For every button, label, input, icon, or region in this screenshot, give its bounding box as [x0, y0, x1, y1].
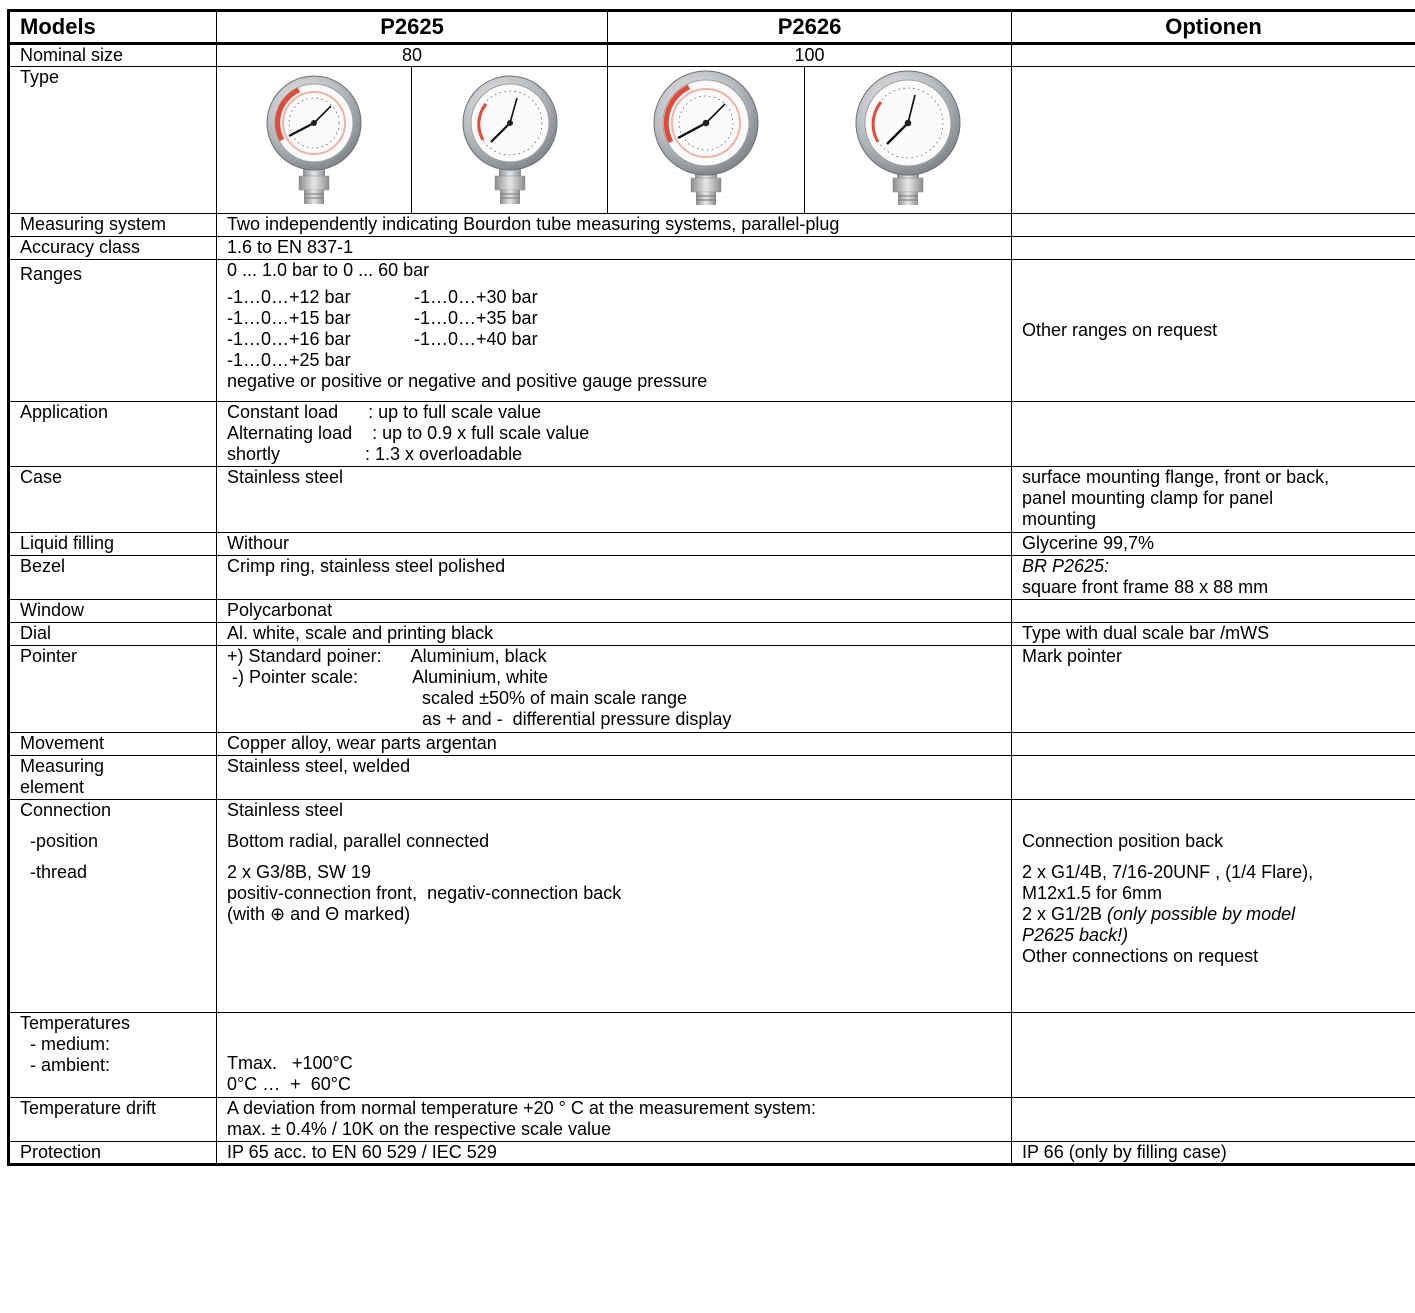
value-liquid: Withour [217, 533, 1012, 556]
gauge-photo-icon [848, 68, 968, 208]
row-connection [9, 800, 1415, 1013]
range-item: -1…0…+25 bar [227, 350, 351, 370]
temp-drift-line: max. ± 0.4% / 10K on the respective scale value [227, 1119, 612, 1139]
value-nominal-p2626: 100 [608, 44, 1012, 67]
pointer-line: as + and - differential pressure display [227, 709, 732, 729]
header-options: Optionen [1012, 11, 1415, 44]
row-nominal-size [9, 44, 1415, 67]
value-connection [217, 800, 1012, 1013]
gauge-photo-1 [217, 67, 412, 214]
option-bezel [1012, 556, 1415, 600]
range-item: -1…0…+35 bar [414, 308, 538, 328]
value-dial: Al. white, scale and printing black [217, 623, 1012, 646]
option-nominal-size [1012, 44, 1415, 67]
connection-thread-option: 2 x G1/4B, 7/16-20UNF , (1/4 Flare), [1022, 862, 1314, 882]
value-protection: IP 65 acc. to EN 60 529 / IEC 529 [217, 1142, 1012, 1165]
label-nominal-size: Nominal size [9, 44, 217, 67]
label-dial: Dial [9, 623, 217, 646]
ranges-note: negative or positive or negative and positive gauge pressure [227, 371, 708, 391]
connection-position-value: Bottom radial, parallel connected [227, 831, 490, 851]
temperatures-medium-label: - medium: [20, 1034, 111, 1054]
ranges-main: 0 ... 1.0 bar to 0 ... 60 bar [227, 260, 430, 280]
value-temp-drift [217, 1098, 1012, 1142]
label-accuracy: Accuracy class [9, 237, 217, 260]
value-movement: Copper alloy, wear parts argentan [217, 733, 1012, 756]
label-measuring-element [9, 756, 217, 800]
option-measuring-system [1012, 214, 1415, 237]
measuring-element-label-2: element [20, 777, 85, 797]
option-temp-drift [1012, 1098, 1415, 1142]
connection-thread-line: (with ⊕ and Θ marked) [227, 904, 411, 924]
connection-thread-option-a: 2 x G1/2B [1022, 904, 1108, 924]
option-ranges: Other ranges on request [1012, 260, 1415, 402]
value-temperatures [217, 1013, 1012, 1098]
header-p2626: P2626 [608, 11, 1012, 44]
range-item: -1…0…+16 bar [227, 329, 351, 349]
option-temperatures [1012, 1013, 1415, 1098]
connection-thread-label: -thread [20, 862, 88, 882]
label-movement: Movement [9, 733, 217, 756]
gauge-photo-icon [259, 68, 369, 208]
temp-drift-line: A deviation from normal temperature +20 ° C at the measurement system: [227, 1098, 816, 1118]
gauge-photo-icon [455, 68, 565, 208]
label-ranges: Ranges [9, 260, 217, 402]
option-measuring-element [1012, 756, 1415, 800]
option-liquid: Glycerine 99,7% [1012, 533, 1415, 556]
row-case [9, 467, 1415, 533]
gauge-photo-icon [646, 68, 766, 208]
header-row [9, 11, 1415, 44]
value-measuring-system: Two independently indicating Bourdon tube measuring systems, parallel-plug [217, 214, 1012, 237]
option-application [1012, 402, 1415, 467]
spec-table [7, 9, 1415, 1166]
row-ranges [9, 260, 1415, 402]
gauge-photo-4 [805, 67, 1012, 214]
value-ranges [217, 260, 1012, 402]
connection-value: Stainless steel [227, 800, 344, 820]
gauge-photo-3 [608, 67, 805, 214]
label-type: Type [9, 67, 217, 214]
row-type [9, 67, 1415, 214]
row-movement [9, 733, 1415, 756]
value-case: Stainless steel [217, 467, 1012, 533]
row-dial [9, 623, 1415, 646]
header-models: Models [9, 11, 217, 44]
range-item: -1…0…+15 bar [227, 308, 351, 328]
row-application [9, 402, 1415, 467]
connection-position-label: -position [20, 831, 99, 851]
value-measuring-element: Stainless steel, welded [217, 756, 1012, 800]
header-p2625: P2625 [217, 11, 608, 44]
row-temperatures [9, 1013, 1415, 1098]
connection-thread-line: 2 x G3/8B, SW 19 [227, 862, 372, 882]
value-window: Polycarbonat [217, 600, 1012, 623]
ranges-right [414, 287, 538, 371]
connection-thread-option: P2625 back!) [1022, 925, 1129, 945]
option-window [1012, 600, 1415, 623]
case-option-line: panel mounting clamp for panel [1022, 488, 1274, 508]
option-dial: Type with dual scale bar /mWS [1012, 623, 1415, 646]
label-liquid: Liquid filling [9, 533, 217, 556]
connection-thread-line: positiv-connection front, negativ-connection back [227, 883, 622, 903]
label-measuring-system: Measuring system [9, 214, 217, 237]
pointer-line: +) Standard poiner: Aluminium, black [227, 646, 547, 666]
connection-position-option: Connection position back [1022, 831, 1224, 851]
connection-thread-option-b: (only possible by model [1107, 904, 1296, 924]
connection-thread-option: Other connections on request [1022, 946, 1259, 966]
option-type [1012, 67, 1415, 214]
temperatures-ambient-label: - ambient: [20, 1055, 111, 1075]
bezel-option-title: BR P2625: [1022, 556, 1110, 576]
application-line: Alternating load : up to 0.9 x full scale value [227, 423, 590, 443]
option-movement [1012, 733, 1415, 756]
option-accuracy [1012, 237, 1415, 260]
connection-label: Connection [20, 800, 112, 820]
range-item: -1…0…+40 bar [414, 329, 538, 349]
row-measuring-system [9, 214, 1415, 237]
row-accuracy [9, 237, 1415, 260]
row-temp-drift [9, 1098, 1415, 1142]
connection-thread-option [1022, 904, 1415, 925]
row-liquid [9, 533, 1415, 556]
label-connection [9, 800, 217, 1013]
option-connection [1012, 800, 1415, 1013]
label-window: Window [9, 600, 217, 623]
temperatures-ambient-value: 0°C … + 60°C [227, 1074, 351, 1094]
value-application [217, 402, 1012, 467]
option-case [1012, 467, 1415, 533]
label-application: Application [9, 402, 217, 467]
case-option-line: mounting [1022, 509, 1097, 529]
value-pointer [217, 646, 1012, 733]
option-protection: IP 66 (only by filling case) [1012, 1142, 1415, 1165]
label-protection: Protection [9, 1142, 217, 1165]
label-case: Case [9, 467, 217, 533]
row-protection [9, 1142, 1415, 1165]
case-option-line: surface mounting flange, front or back, [1022, 467, 1330, 487]
bezel-option: square front frame 88 x 88 mm [1022, 577, 1269, 597]
label-pointer: Pointer [9, 646, 217, 733]
range-item: -1…0…+12 bar [227, 287, 351, 307]
connection-thread-option: M12x1.5 for 6mm [1022, 883, 1163, 903]
application-line: Constant load : up to full scale value [227, 402, 542, 422]
application-line: shortly : 1.3 x overloadable [227, 444, 523, 464]
pointer-line: -) Pointer scale: Aluminium, white [227, 667, 549, 687]
gauge-photo-2 [412, 67, 608, 214]
temperatures-medium-value: Tmax. +100°C [227, 1053, 353, 1073]
option-pointer: Mark pointer [1012, 646, 1415, 733]
row-window [9, 600, 1415, 623]
range-item: -1…0…+30 bar [414, 287, 538, 307]
label-bezel: Bezel [9, 556, 217, 600]
value-accuracy: 1.6 to EN 837-1 [217, 237, 1012, 260]
ranges-list [227, 287, 1011, 371]
measuring-element-label-1: Measuring [20, 756, 105, 776]
row-measuring-element [9, 756, 1415, 800]
pointer-line: scaled ±50% of main scale range [227, 688, 688, 708]
row-bezel [9, 556, 1415, 600]
temperatures-label: Temperatures [20, 1013, 131, 1033]
ranges-left [227, 287, 414, 371]
value-bezel: Crimp ring, stainless steel polished [217, 556, 1012, 600]
label-temp-drift: Temperature drift [9, 1098, 217, 1142]
value-nominal-p2625: 80 [217, 44, 608, 67]
row-pointer [9, 646, 1415, 733]
label-temperatures [9, 1013, 217, 1098]
